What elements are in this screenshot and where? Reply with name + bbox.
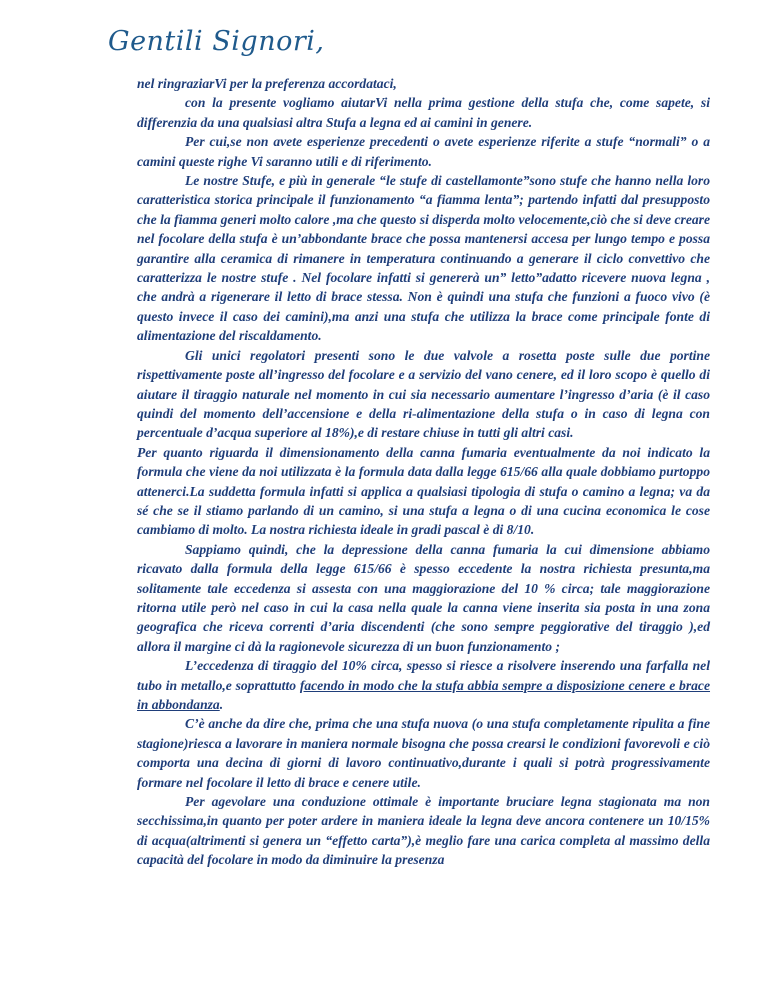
underlined-advice: facendo in modo che la stufa abbia sempre a disposizione cenere e brace in abbondanza	[137, 677, 711, 712]
paragraph-regulators: Gli unici regolatori presenti sono le due valvole a rosetta poste sulle due portine rispettivamente poste all’ingresso del focolare e a servizio del vano cenere, ed il loro scopo è quello di aiutare il tiraggio naturale nel momento in cui sia necessario aumentare l’ingresso d’aria (è il caso quindi del momento dell’accensione e della ri-alimentazione della stufa o in caso di legna con percentuale d’acqua superiore al 18%),e di restare chiuse in tutti gli altri casi.	[137, 347, 710, 441]
excess-draft-end: .	[219, 697, 224, 712]
paragraph-seasoned-wood: Per agevolare una conduzione ottimale è importante bruciare legna stagionata ma non secchissima,in quanto per poter ardere in maniera ideale la legna deve ancora contenere un 10/15% di acqua(altrimenti si genera un “effetto carta”),è meglio fare una carica completa al massimo della capacità del focolare in modo da diminuire la presenza	[137, 794, 710, 868]
excess-draft-text: L’eccedenza di tiraggio del 10% circa, spesso si riesce a risolvere inserendo una farfalla nel tubo in metallo,e soprattutto	[137, 658, 710, 693]
paragraph-experience: Per cui,se non avete esperienze precedenti o avete esperienze riferite a stufe “normali” o a camini queste righe Vi saranno utili e di riferimento.	[137, 134, 710, 169]
paragraph-purpose: con la presente vogliamo aiutarVi nella prima gestione della stufa che, come sapete, si differenzia da una qualsiasi altra Stufa a legna ed ai camini in genere.	[137, 95, 710, 130]
paragraph-excess-draft	[137, 656, 710, 714]
greeting-heading: Gentili Signori,	[108, 26, 325, 57]
paragraph-depression: Sappiamo quindi, che la depressione della canna fumaria la cui dimensione abbiamo ricavato dalla formula della legge 615/66 è spesso eccedente la nostra richiesta presunta,ma solitamente tale eccedenza si assesta con una maggiorazione del 10 % circa; tale maggiorazione ritorna utile però nel caso in cui la casa nella quale la canna viene inserita sia posta in una zona geografica che riceva correnti d’aria discendenti (che sono sempre peggiorative del tiraggio ),ed allora il margine ci dà la ragionevole sicurezza di un buon funzionamento ;	[137, 541, 710, 654]
paragraph-intro: nel ringraziarVi per la preferenza accordataci,	[137, 76, 397, 91]
letter-body	[137, 74, 710, 870]
paragraph-chimney-sizing: Per quanto riguarda il dimensionamento della canna fumaria eventualmente da noi indicato la formula che viene da noi utilizzata è la formula data dalla legge 615/66 alla quale dobbiamo purtoppo attenerci.La suddetta formula infatti si applica a qualsiasi tipologia di stufa o camino a legna; va da sé che se il stiamo parlando di un camino, si una stufa a legna o di una cucina economica le cose cambiamo di molto. La nostra richiesta ideale in gradi pascal è di 8/10.	[137, 444, 710, 538]
paragraph-new-stove: C’è anche da dire che, prima che una stufa nuova (o una stufa completamente ripulita a fine stagione)riesca a lavorare in maniera normale bisogna che possa crearsi le condizioni favorevoli e ciò comporta una decina di giorni di lavoro continuativo,durante i quali si potrà progressivamente formare nel focolare il letto di brace e cenere utile.	[137, 716, 710, 790]
paragraph-slow-flame: Le nostre Stufe, e più in generale “le stufe di castellamonte”sono stufe che hanno nella loro caratteristica storica principale il funzionamento “a fiamma lenta”; partendo infatti dal presupposto che la fiamma generi molto calore ,ma che questo si disperda molto velocemente,ciò che si deve creare nel focolare della stufa è un’abbondante brace che possa mantenersi accesa per lungo tempo e possa garantire alla ceramica di rimanere in temperatura continuando a generare il ciclo convettivo che caratterizza le nostre stufe . Nel focolare infatti si genererà un” letto”adatto ricevere nuova legna , che andrà a rigenerare il letto di brace stessa. Non è quindi una stufa che funzioni a fuoco vivo (è questo invece il caso dei camini),ma anzi una stufa che utilizza la brace come principale fonte di alimentazione del riscaldamento.	[137, 173, 710, 344]
